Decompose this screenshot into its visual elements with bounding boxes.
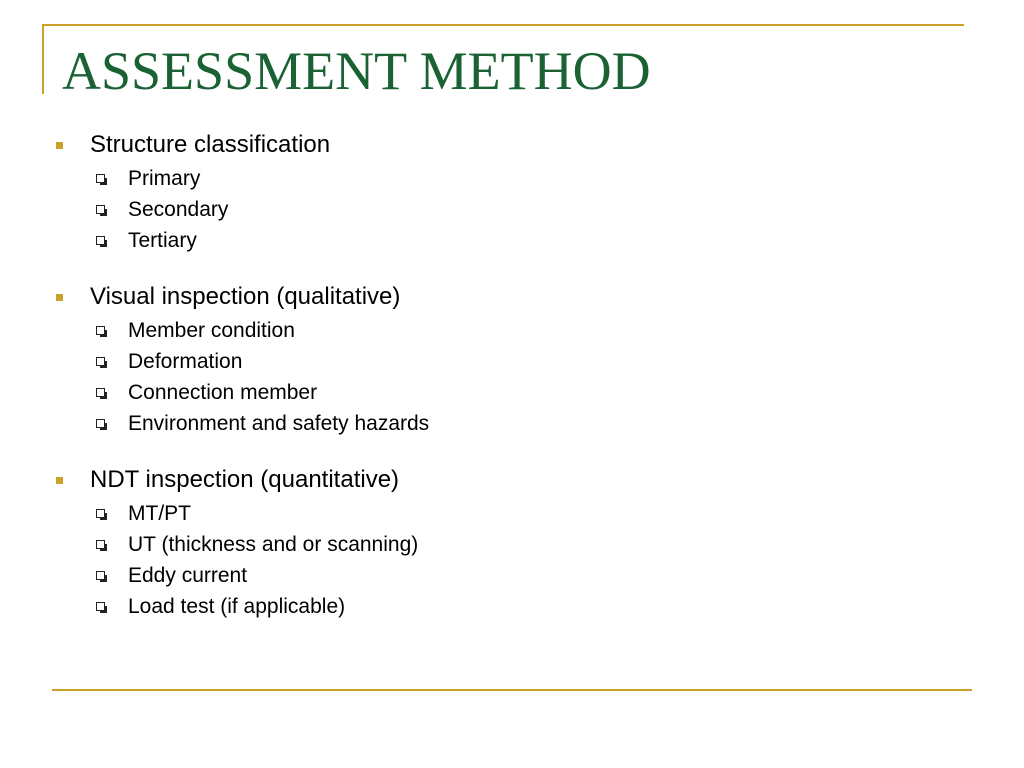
bullet-item <box>54 462 954 498</box>
sub-bullet-text: Connection member <box>128 380 318 404</box>
bullet-item <box>54 279 954 315</box>
sub-bullet-list <box>54 315 954 439</box>
section-heading: Visual inspection (qualitative) <box>90 283 401 310</box>
sub-bullet-text: UT (thickness and or scanning) <box>128 532 419 556</box>
sub-bullet-item <box>54 194 954 225</box>
sub-bullet-item <box>54 560 954 591</box>
sub-bullet-item <box>54 315 954 346</box>
slide-title: ASSESSMENT METHOD <box>62 41 651 101</box>
sub-bullet-item <box>54 498 954 529</box>
sub-bullet-item <box>54 163 954 194</box>
square-bullet-icon <box>56 142 63 149</box>
sub-bullet-text: Eddy current <box>128 563 248 587</box>
bottom-frame-line <box>52 689 972 691</box>
section-heading: Structure classification <box>90 131 331 158</box>
sub-bullet-item <box>54 377 954 408</box>
sub-bullet-item <box>54 591 954 622</box>
box-bullet-icon <box>96 326 105 335</box>
box-bullet-icon <box>96 174 105 183</box>
bullet-item <box>54 127 954 163</box>
box-bullet-icon <box>96 388 105 397</box>
sub-bullet-item <box>54 346 954 377</box>
box-bullet-icon <box>96 419 105 428</box>
left-frame-line <box>42 24 44 94</box>
sub-bullet-item <box>54 225 954 256</box>
box-bullet-icon <box>96 509 105 518</box>
sub-bullet-text: Environment and safety hazards <box>128 411 430 435</box>
sub-bullet-text: Primary <box>128 166 201 190</box>
section-heading: NDT inspection (quantitative) <box>90 466 400 493</box>
sub-bullet-item <box>54 529 954 560</box>
section-structure-classification <box>54 127 954 256</box>
sub-bullet-text: MT/PT <box>128 501 191 525</box>
box-bullet-icon <box>96 571 105 580</box>
sub-bullet-list <box>54 163 954 256</box>
box-bullet-icon <box>96 540 105 549</box>
sub-bullet-text: Secondary <box>128 197 229 221</box>
section-ndt-inspection <box>54 462 954 622</box>
top-frame-line <box>42 24 964 26</box>
sub-bullet-list <box>54 498 954 622</box>
sub-bullet-text: Member condition <box>128 318 295 342</box>
box-bullet-icon <box>96 205 105 214</box>
sub-bullet-item <box>54 408 954 439</box>
sub-bullet-text: Deformation <box>128 349 243 373</box>
square-bullet-icon <box>56 477 63 484</box>
square-bullet-icon <box>56 294 63 301</box>
box-bullet-icon <box>96 236 105 245</box>
section-visual-inspection <box>54 279 954 439</box>
box-bullet-icon <box>96 357 105 366</box>
box-bullet-icon <box>96 602 105 611</box>
sub-bullet-text: Tertiary <box>128 228 197 252</box>
sub-bullet-text: Load test (if applicable) <box>128 594 346 618</box>
bullet-content <box>54 127 954 622</box>
